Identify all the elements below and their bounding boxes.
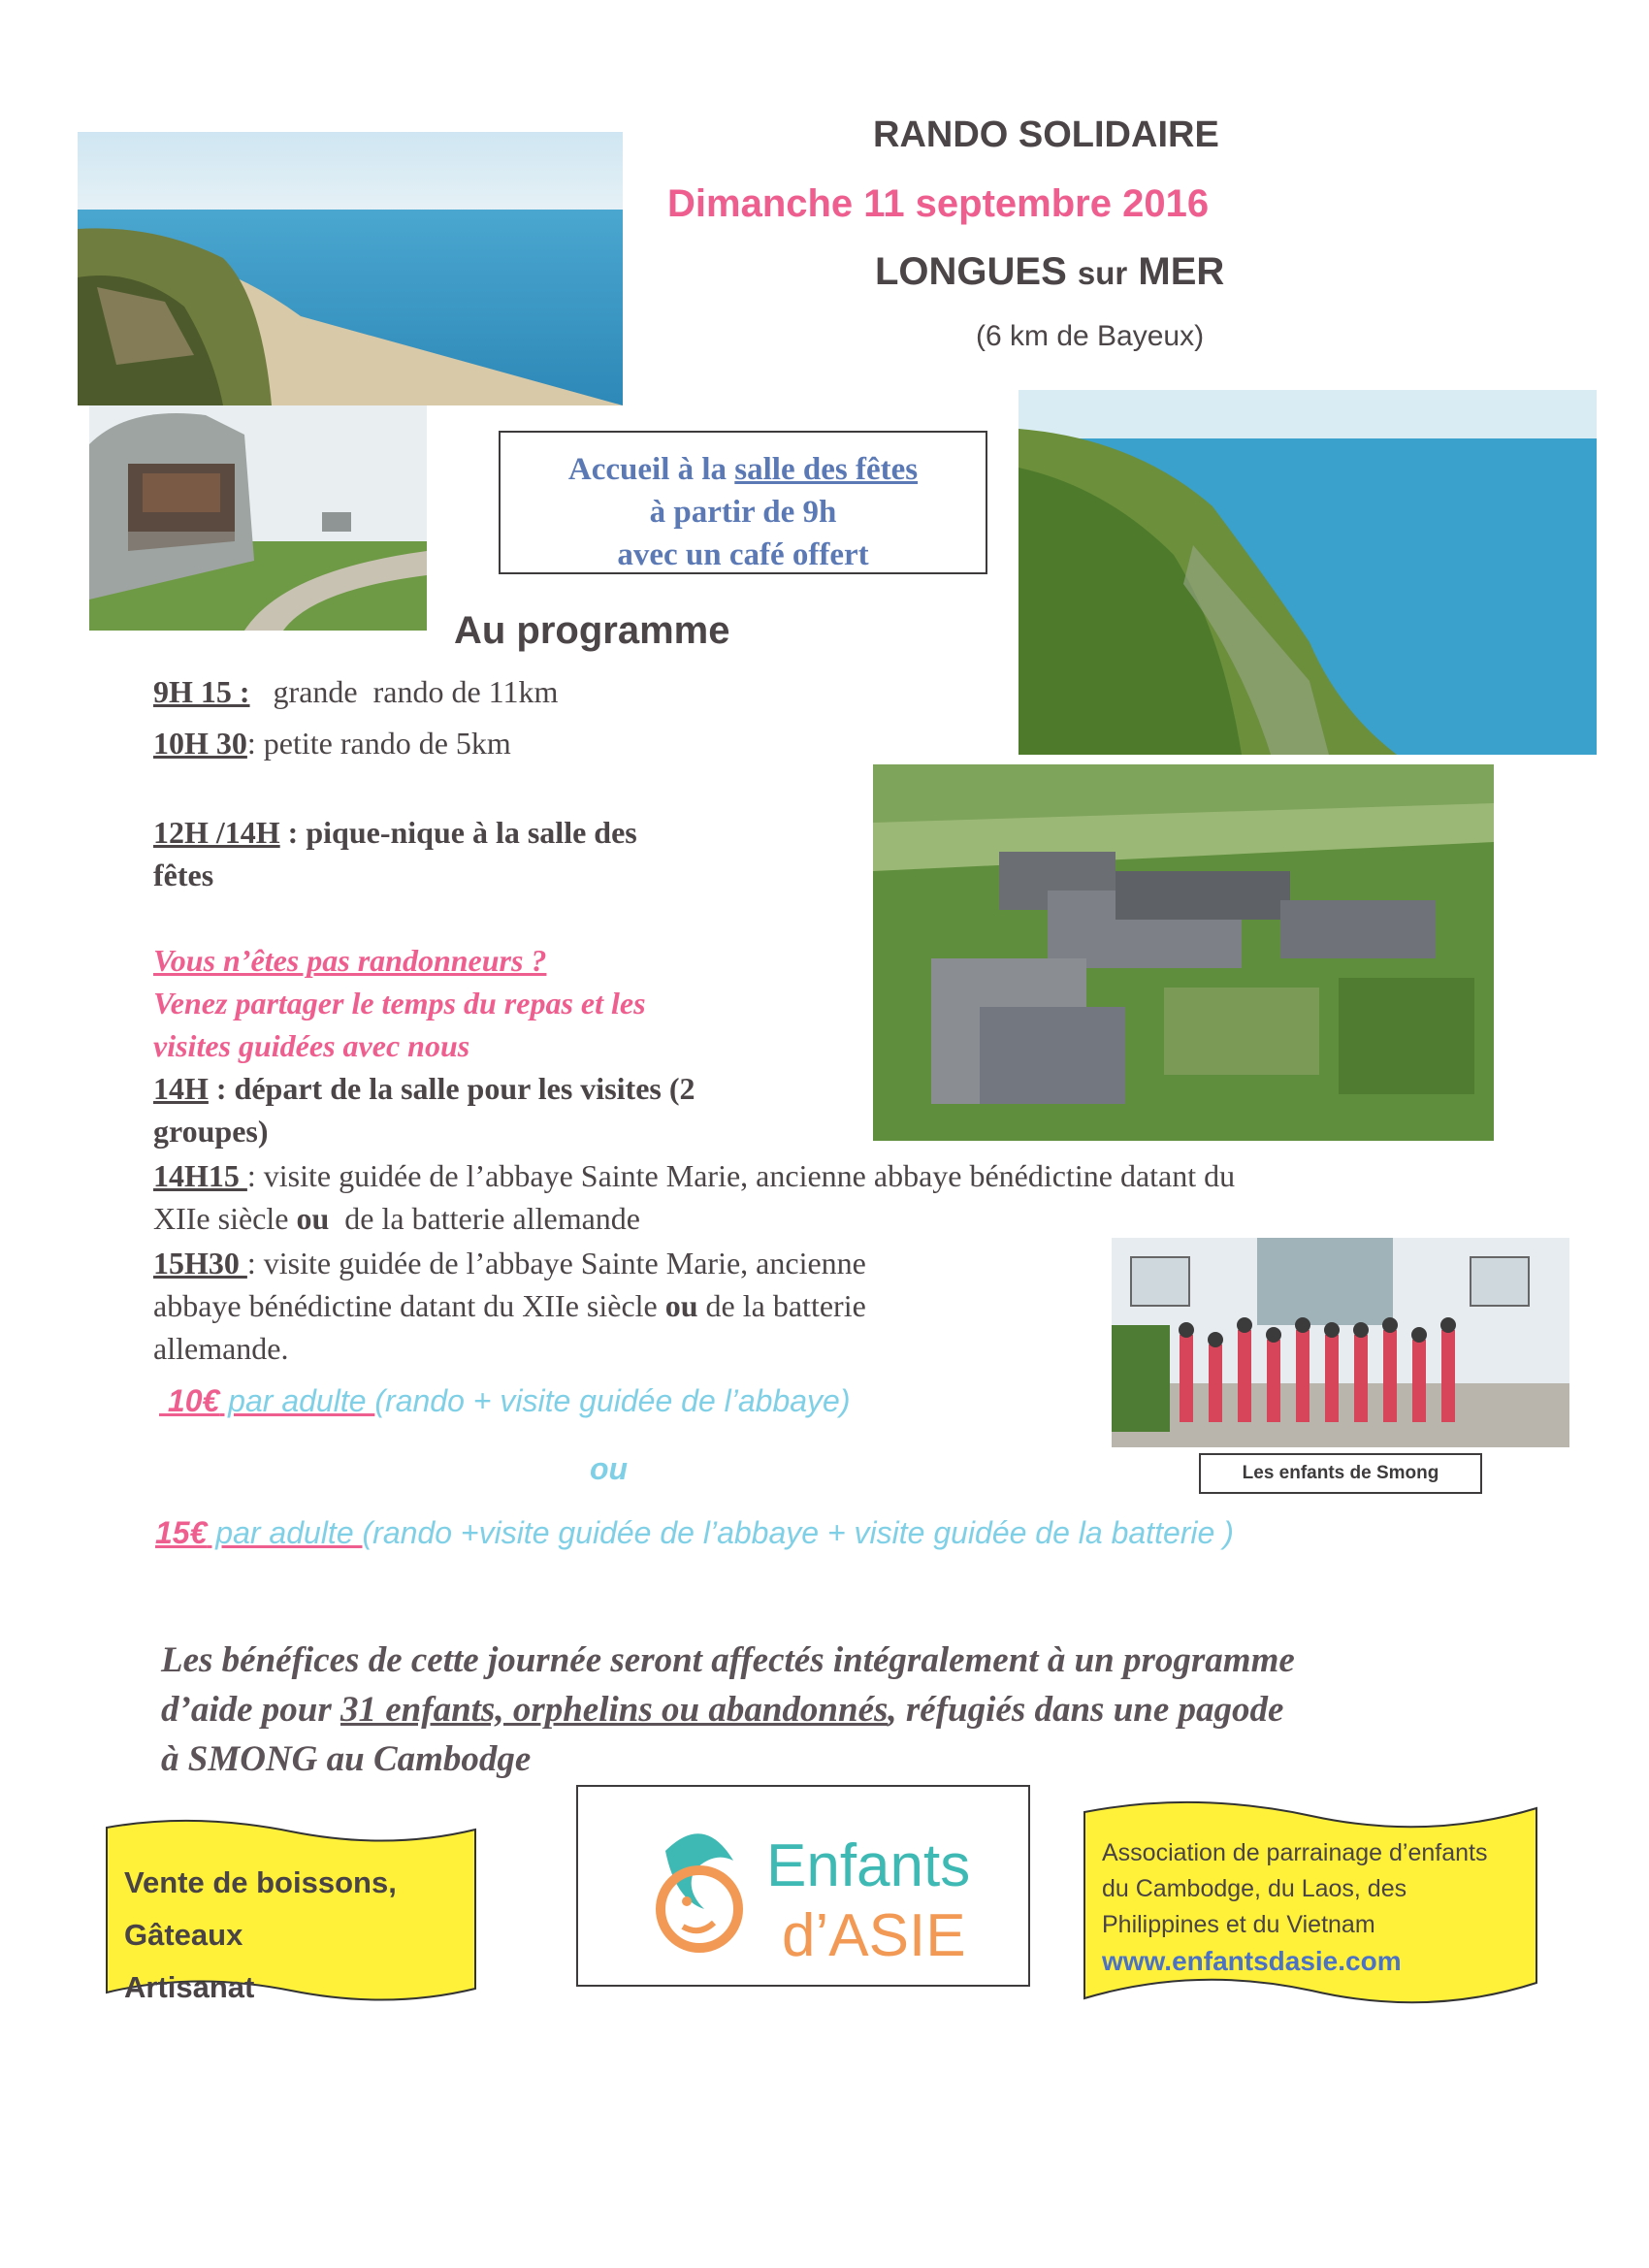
event-date: Dimanche 11 septembre 2016 bbox=[667, 182, 1210, 225]
price-or: ou bbox=[590, 1451, 629, 1486]
program-item-15h30-cont2: allemande. bbox=[153, 1331, 289, 1366]
program-heading: Au programme bbox=[454, 609, 730, 652]
association-line-1: Association de parrainage d’enfants bbox=[1102, 1839, 1488, 1866]
event-title: RANDO SOLIDAIRE bbox=[873, 114, 1219, 155]
sales-line-3: Artisanat bbox=[124, 1970, 255, 2004]
event-distance: (6 km de Bayeux) bbox=[976, 320, 1205, 352]
program-item-14h15: 14H15 : visite guidée de l’abbaye Sainte Marie, ancienne abbaye bénédictine datant du bbox=[153, 1158, 1236, 1193]
sales-line-2: Gâteaux bbox=[124, 1918, 243, 1952]
welcome-line-3: avec un café offert bbox=[617, 537, 869, 572]
invite-line-3: visites guidées avec nous bbox=[153, 1028, 470, 1063]
logo-word-asie: d’ASIE bbox=[782, 1902, 966, 1969]
program-item-15h30: 15H30 : visite guidée de l’abbaye Sainte Marie, ancienne bbox=[153, 1246, 866, 1280]
place-sur: sur bbox=[1077, 255, 1128, 291]
enfants-asie-logo-icon bbox=[627, 1822, 772, 1967]
benefits-line-3: à SMONG au Cambodge bbox=[161, 1739, 532, 1779]
association-website-link[interactable]: www.enfantsdasie.com bbox=[1102, 1946, 1402, 1976]
children-photo bbox=[1112, 1238, 1569, 1447]
association-line-3: Philippines et du Vietnam bbox=[1102, 1911, 1375, 1938]
program-item-14h: 14H : départ de la salle pour les visites (2 bbox=[153, 1071, 695, 1106]
invite-line-1: Vous n’êtes pas randonneurs ? bbox=[153, 943, 547, 978]
sales-line-1: Vente de boissons, bbox=[124, 1865, 397, 1899]
benefits-paragraph bbox=[161, 1636, 1538, 1784]
place-main: LONGUES bbox=[875, 250, 1067, 293]
program-item-15h30-cont: abbaye bénédictine datant du XIIe siècle ou de la batterie bbox=[153, 1288, 866, 1323]
sales-text bbox=[124, 1857, 397, 2014]
benefits-line-1: Les bénéfices de cette journée seront affectés intégralement à un programme bbox=[161, 1640, 1295, 1680]
event-place bbox=[875, 250, 1379, 294]
association-line-2: du Cambodge, du Laos, des bbox=[1102, 1875, 1407, 1902]
program-item-14h-cont: groupes) bbox=[153, 1114, 269, 1149]
benefits-line-2: d’aide pour 31 enfants, orphelins ou abandonnés, réfugiés dans une pagode bbox=[161, 1690, 1284, 1730]
program-item-14h15-cont: XIIe siècle ou de la batterie allemande bbox=[153, 1201, 640, 1236]
welcome-line-2: à partir de 9h bbox=[649, 495, 837, 530]
price-option-15: 15€ par adulte (rando +visite guidée de l’abbaye + visite guidée de la batterie ) bbox=[155, 1515, 1234, 1550]
program-item-10h30: 10H 30: petite rando de 5km bbox=[153, 726, 511, 761]
abbey-aerial-photo bbox=[873, 764, 1494, 1141]
program-item-9h15: 9H 15 : grande rando de 11km bbox=[153, 674, 559, 709]
program-item-12h: 12H /14H : pique-nique à la salle des bbox=[153, 815, 637, 850]
logo-word-enfants: Enfants bbox=[766, 1832, 971, 1899]
coast-cliff-photo bbox=[1018, 390, 1597, 755]
cliff-beach-photo bbox=[78, 132, 623, 405]
bunker-photo bbox=[89, 405, 427, 631]
venue-link: salle des fêtes bbox=[734, 452, 919, 487]
welcome-box bbox=[499, 431, 987, 574]
invite-line-2: Venez partager le temps du repas et les bbox=[153, 986, 646, 1021]
welcome-line-1: Accueil à la salle des fêtes bbox=[567, 452, 919, 487]
program-item-12h-cont: fêtes bbox=[153, 858, 214, 892]
place-end: MER bbox=[1138, 250, 1225, 293]
association-text bbox=[1102, 1835, 1488, 1979]
price-option-10: 10€ par adulte (rando + visite guidée de l’abbaye) bbox=[159, 1383, 851, 1418]
children-photo-caption: Les enfants de Smong bbox=[1199, 1453, 1482, 1494]
